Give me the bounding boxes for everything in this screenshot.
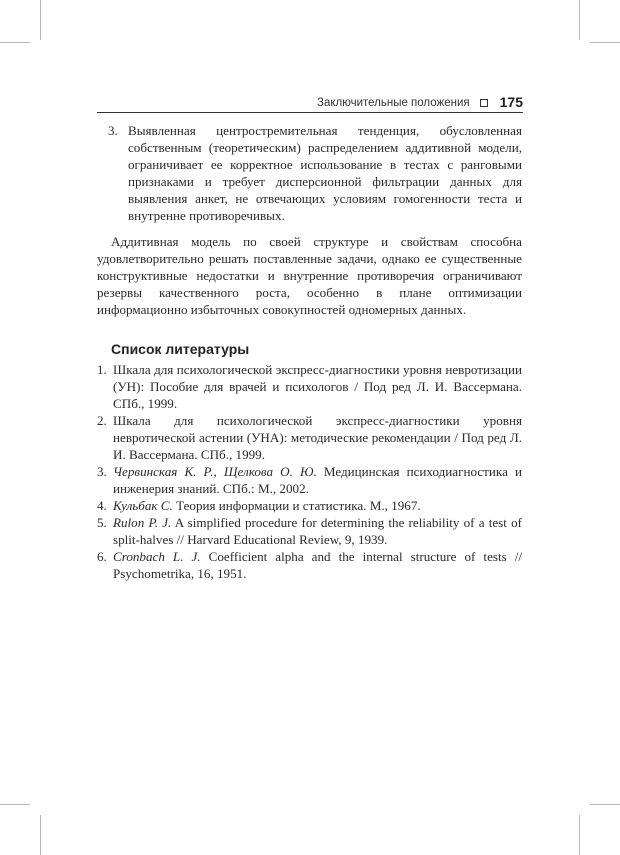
reference-number: 5. [97,515,107,530]
reference-item [97,548,522,582]
reference-item [97,412,522,463]
square-bullet-icon [480,99,488,107]
page-body [97,122,522,582]
reference-body: Шкала для психологической экспресс-диагностики уровня невротической астении (УНА): методические рекомендации / Под ред Л. И. Вассермана. СПб., 1999. [113,413,522,462]
reference-text [113,514,522,548]
reference-body: Теория информации и статистика. М., 1967. [172,498,421,513]
reference-text [113,361,522,412]
reference-item [97,497,522,514]
references-heading: Список литературы [111,341,250,357]
reference-number: 4. [97,498,107,513]
crop-mark [579,0,580,40]
body-paragraph: Аддитивная модель по своей структуре и свойствам способна удовлетворительно решать поставленные задачи, однако ее существенные конструктивные недостатки и внутренние противоречия ограничивают резервы качественного роста, особенно в плане оптимизации информационно избыточных совокупностей одномерных данных. [97,234,522,317]
reference-number: 1. [97,362,107,377]
crop-mark [0,42,30,43]
crop-mark [590,42,620,43]
reference-author: Cronbach L. J. [113,549,201,564]
reference-item [97,361,522,412]
reference-item [97,463,522,497]
reference-author: Rulon P. J. [113,515,172,530]
reference-text [113,412,522,463]
reference-author: Кульбак С. [113,498,173,513]
reference-text [113,463,522,497]
list-item-number: 3. [108,123,118,138]
crop-mark [579,815,580,855]
reference-number: 3. [97,464,107,479]
reference-text [113,497,522,514]
reference-number: 2. [97,413,107,428]
reference-body: Coefficient alpha and the internal structure of tests // Psychometrika, 16, 1951. [113,549,523,581]
reference-body: Медицинская психодиагностика и инженерия знаний. СПб.: М., 2002. [113,464,522,496]
crop-mark [0,804,30,805]
reference-item [97,514,522,548]
reference-body: Шкала для психологической экспресс-диагностики уровня невротизации (УН): Пособие для врачей и психологов / Под ред Л. И. Вассермана. СПб., 1999. [113,362,522,411]
reference-text [113,548,522,582]
crop-mark [590,804,620,805]
references-list [97,361,522,582]
reference-number: 6. [97,549,107,564]
list-item [108,122,522,224]
reference-author: Червинская К. Р., Щелкова О. Ю. [113,464,317,479]
list-item-text: Выявленная центростремительная тенденция, обусловленная собственным (теоретическим) распределением аддитивной модели, ограничивает ее корректное использование в тестах с ранговыми признаками и требует дисперсионной фильтрации данных для выявления анкет, не отвечающих условиям гомогенности теста и внутренне противоречивых. [128,123,522,223]
crop-mark [40,815,41,855]
running-title: Заключительные положения [317,97,470,109]
running-header [97,92,523,113]
reference-body: A simplified procedure for determining the reliability of a test of split-halves // Harvard Educational Review, 9, 1939. [113,515,522,547]
crop-mark [40,0,41,40]
page-number: 175 [499,94,523,110]
